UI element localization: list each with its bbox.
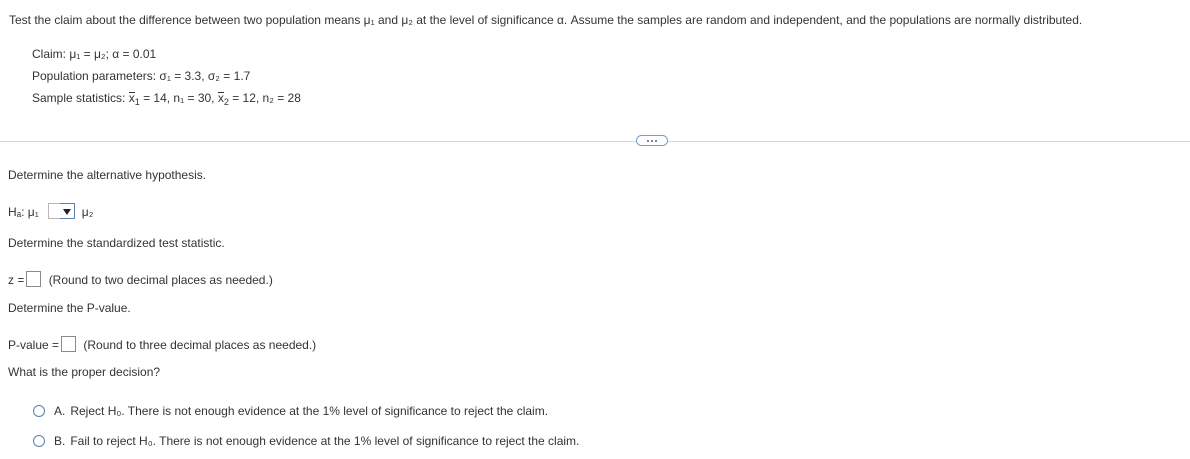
sample-label: Sample statistics: [32,91,126,105]
p-value-input[interactable] [61,336,76,352]
claim-label: Claim: [32,47,67,61]
radio-icon[interactable] [33,405,45,417]
population-label: Population parameters: [32,69,157,83]
x1-bar-symbol: x [128,91,135,105]
x2-values: = 12, n₂ = 28 [228,91,301,105]
option-a-letter: A. [54,404,66,418]
alt-hypothesis-row [8,200,93,219]
option-a[interactable] [33,404,548,418]
sample-statistics-line [32,91,301,105]
x1-values: = 14, n₁ = 30, [139,91,218,105]
option-b[interactable] [33,434,579,448]
p-label: P-value = [8,338,60,352]
claim-line [32,47,156,61]
z-label: z = [8,273,25,287]
option-a-text: Reject H₀. There is not enough evidence at the 1% level of significance to reject the claim. [70,404,549,418]
z-hint: (Round to two decimal places as needed.) [48,273,273,287]
z-row [8,268,273,287]
ha-label: Hₐ: μ₁ [8,205,39,219]
p-value-row [8,333,316,352]
test-statistic-prompt: Determine the standardized test statistic. [8,236,225,250]
x2-subscript: 2 [223,97,229,107]
claim-value: μ₁ = μ₂; α = 0.01 [69,47,157,61]
x1-subscript: 1 [134,97,140,107]
x2-bar-symbol: x [217,91,224,105]
z-input[interactable] [26,271,41,287]
ellipsis-icon[interactable] [636,135,668,146]
relation-dropdown[interactable] [59,203,75,219]
radio-icon[interactable] [33,435,45,447]
ha-right: μ₂ [81,205,94,219]
alt-hypothesis-prompt: Determine the alternative hypothesis. [8,168,207,182]
population-parameters-line [32,69,250,83]
option-b-text: Fail to reject H₀. There is not enough evidence at the 1% level of significance to reject the claim. [70,434,580,448]
chevron-down-icon [63,209,71,215]
decision-prompt: What is the proper decision? [8,365,161,379]
p-hint: (Round to three decimal places as needed.) [83,338,317,352]
p-value-prompt: Determine the P-value. [8,301,131,315]
question-intro: Test the claim about the difference between two population means μ₁ and μ₂ at the level of significance α. Assume the samples are random and independent, and the populations are normally distributed. [9,13,1083,27]
option-b-letter: B. [54,434,66,448]
section-divider [0,141,1190,142]
population-value: σ₁ = 3.3, σ₂ = 1.7 [159,69,251,83]
